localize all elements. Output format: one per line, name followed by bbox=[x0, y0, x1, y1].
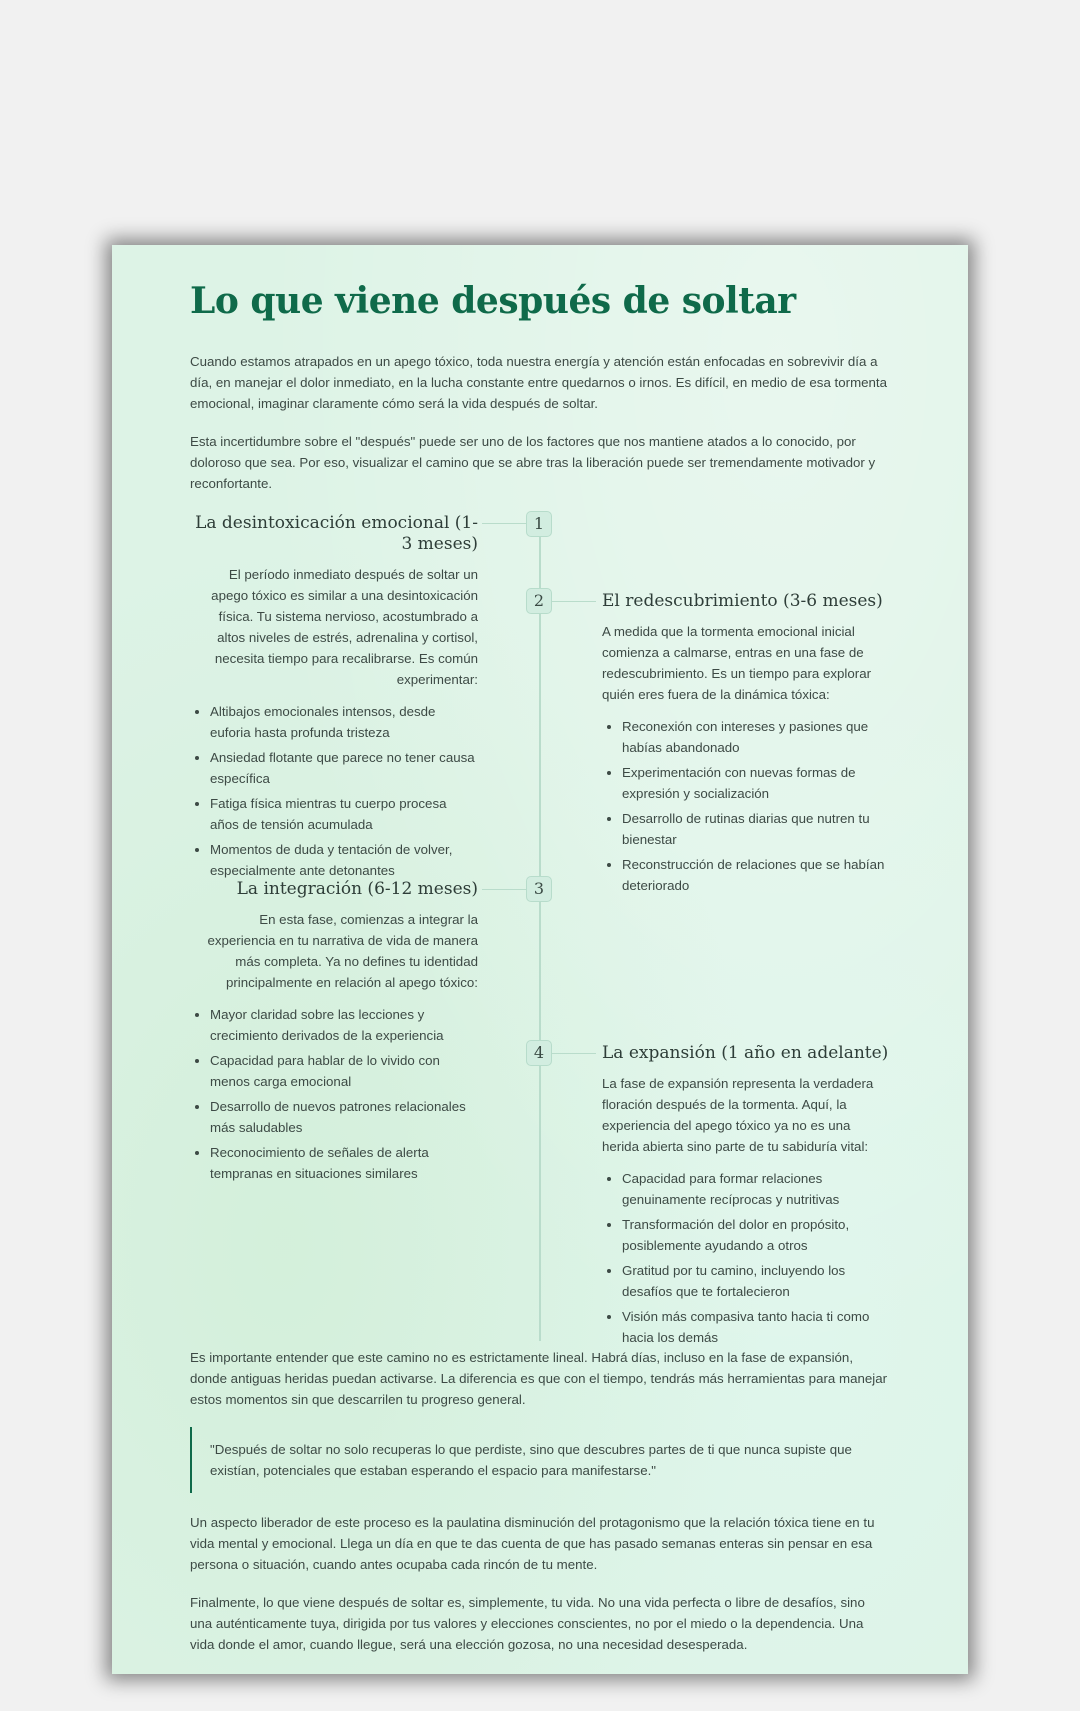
stage-points bbox=[190, 701, 478, 881]
timeline-item-1 bbox=[190, 513, 478, 885]
list-item: • Gratitud por tu camino, incluyendo los desafíos que te fortalecieron bbox=[622, 1260, 890, 1302]
timeline-connector-2 bbox=[552, 601, 596, 602]
timeline-connector-3 bbox=[482, 889, 526, 890]
list-item: • Reconocimiento de señales de alerta tempranas en situaciones similares bbox=[210, 1142, 478, 1184]
timeline bbox=[190, 511, 890, 1347]
document-page bbox=[112, 245, 968, 1674]
list-item: • Reconstrucción de relaciones que se habían deteriorado bbox=[622, 854, 890, 896]
list-item: • Reconexión con intereses y pasiones que habías abandonado bbox=[622, 716, 890, 758]
stage-points bbox=[602, 1168, 890, 1348]
timeline-item-4 bbox=[602, 1043, 890, 1352]
stage-description: A medida que la tormenta emocional inicial comienza a calmarse, entras en una fase de redescubrimiento. Es un tiempo para explorar quién eres fuera de la dinámica tóxica: bbox=[602, 624, 872, 702]
list-item: • Fatiga física mientras tu cuerpo procesa años de tensión acumulada bbox=[210, 793, 478, 835]
stage-description: La fase de expansión representa la verdadera floración después de la tormenta. Aquí, la experiencia del apego tóxico ya no es una herida abierta sino parte de tu sabiduría vital: bbox=[602, 1076, 874, 1154]
stage-description: En esta fase, comienzas a integrar la experiencia en tu narrativa de vida de manera más completa. Ya no defines tu identidad principalmente en relación al apego tóxico: bbox=[207, 912, 478, 990]
timeline-line bbox=[539, 525, 541, 1341]
stage-description: El período inmediato después de soltar un apego tóxico es similar a una desintoxicación física. Tu sistema nervioso, acostumbrado a altos niveles de estrés, adrenalina y cortisol, necesita tiempo para recalibrarse. Es común experimentar: bbox=[211, 567, 478, 687]
timeline-node-2: 2 bbox=[526, 588, 552, 614]
timeline-connector-1 bbox=[482, 523, 526, 524]
closing-paragraph-2: Finalmente, lo que viene después de soltar es, simplemente, tu vida. No una vida perfecta o libre de desafíos, sino una auténticamente tuya, dirigida por tus valores y elecciones conscientes, no por el miedo o la dependencia. Una vida donde el amor, cuando llegue, será una elección gozosa, no una necesidad desesperada. bbox=[190, 1595, 865, 1652]
pull-quote: "Después de soltar no solo recuperas lo que perdiste, sino que descubres partes de ti que nunca supiste que existían, potenciales que estaban esperando el espacio para manifestarse." bbox=[190, 1427, 890, 1493]
list-item: • Mayor claridad sobre las lecciones y crecimiento derivados de la experiencia bbox=[210, 1004, 478, 1046]
timeline-node-3: 3 bbox=[526, 876, 552, 902]
timeline-item-2 bbox=[602, 591, 890, 900]
stage-title: La integración (6-12 meses) bbox=[236, 879, 478, 899]
stage-points bbox=[190, 1004, 478, 1184]
list-item: • Altibajos emocionales intensos, desde euforia hasta profunda tristeza bbox=[210, 701, 478, 743]
list-item: • Desarrollo de rutinas diarias que nutren tu bienestar bbox=[622, 808, 890, 850]
list-item: • Desarrollo de nuevos patrones relacionales más saludables bbox=[210, 1096, 478, 1138]
timeline-connector-4 bbox=[552, 1053, 596, 1054]
stage-title: La expansión (1 año en adelante) bbox=[602, 1043, 889, 1063]
list-item: • Visión más compasiva tanto hacia ti como hacia los demás bbox=[622, 1306, 890, 1348]
stage-points bbox=[602, 716, 890, 896]
list-item: • Experimentación con nuevas formas de expresión y socialización bbox=[622, 762, 890, 804]
closing-paragraph-1: Un aspecto liberador de este proceso es la paulatina disminución del protagonismo que la relación tóxica tiene en tu vida mental y emocional. Llega un día en que te das cuenta de que has pasado semanas enteras sin pensar en esa persona o situación, cuando antes ocupaba cada rincón de tu mente. bbox=[190, 1515, 875, 1572]
intro-paragraph-2: Esta incertidumbre sobre el "después" puede ser uno de los factores que nos mantiene atados a lo conocido, por doloroso que sea. Por eso, visualizar el camino que se abre tras la liberación puede ser tremendamente motivador y reconfortante. bbox=[190, 434, 876, 491]
timeline-node-4: 4 bbox=[526, 1040, 552, 1066]
list-item: • Momentos de duda y tentación de volver, especialmente ante detonantes bbox=[210, 839, 478, 881]
intro-paragraph-1: Cuando estamos atrapados en un apego tóxico, toda nuestra energía y atención están enfocadas en sobrevivir día a día, en manejar el dolor inmediato, en la lucha constante entre quedarnos o irnos. Es difícil, en medio de esa tormenta emocional, imaginar claramente cómo será la vida después de soltar. bbox=[190, 354, 888, 411]
list-item: • Transformación del dolor en propósito, posiblemente ayudando a otros bbox=[622, 1214, 890, 1256]
page-title: Lo que viene después de soltar bbox=[190, 280, 796, 322]
after-timeline-paragraph: Es importante entender que este camino no es estrictamente lineal. Habrá días, incluso en la fase de expansión, donde antiguas heridas puedan activarse. La diferencia es que con el tiempo, tendrás más herramientas para manejar estos momentos sin que descarrilen tu progreso general. bbox=[190, 1350, 888, 1407]
stage-title: La desintoxicación emocional (1-3 meses) bbox=[195, 513, 478, 554]
stage-title: El redescubrimiento (3-6 meses) bbox=[602, 591, 883, 611]
list-item: • Ansiedad flotante que parece no tener causa específica bbox=[210, 747, 478, 789]
list-item: • Capacidad para formar relaciones genuinamente recíprocas y nutritivas bbox=[622, 1168, 890, 1210]
timeline-node-1: 1 bbox=[526, 511, 552, 537]
timeline-item-3 bbox=[190, 879, 478, 1188]
list-item: • Capacidad para hablar de lo vivido con menos carga emocional bbox=[210, 1050, 478, 1092]
